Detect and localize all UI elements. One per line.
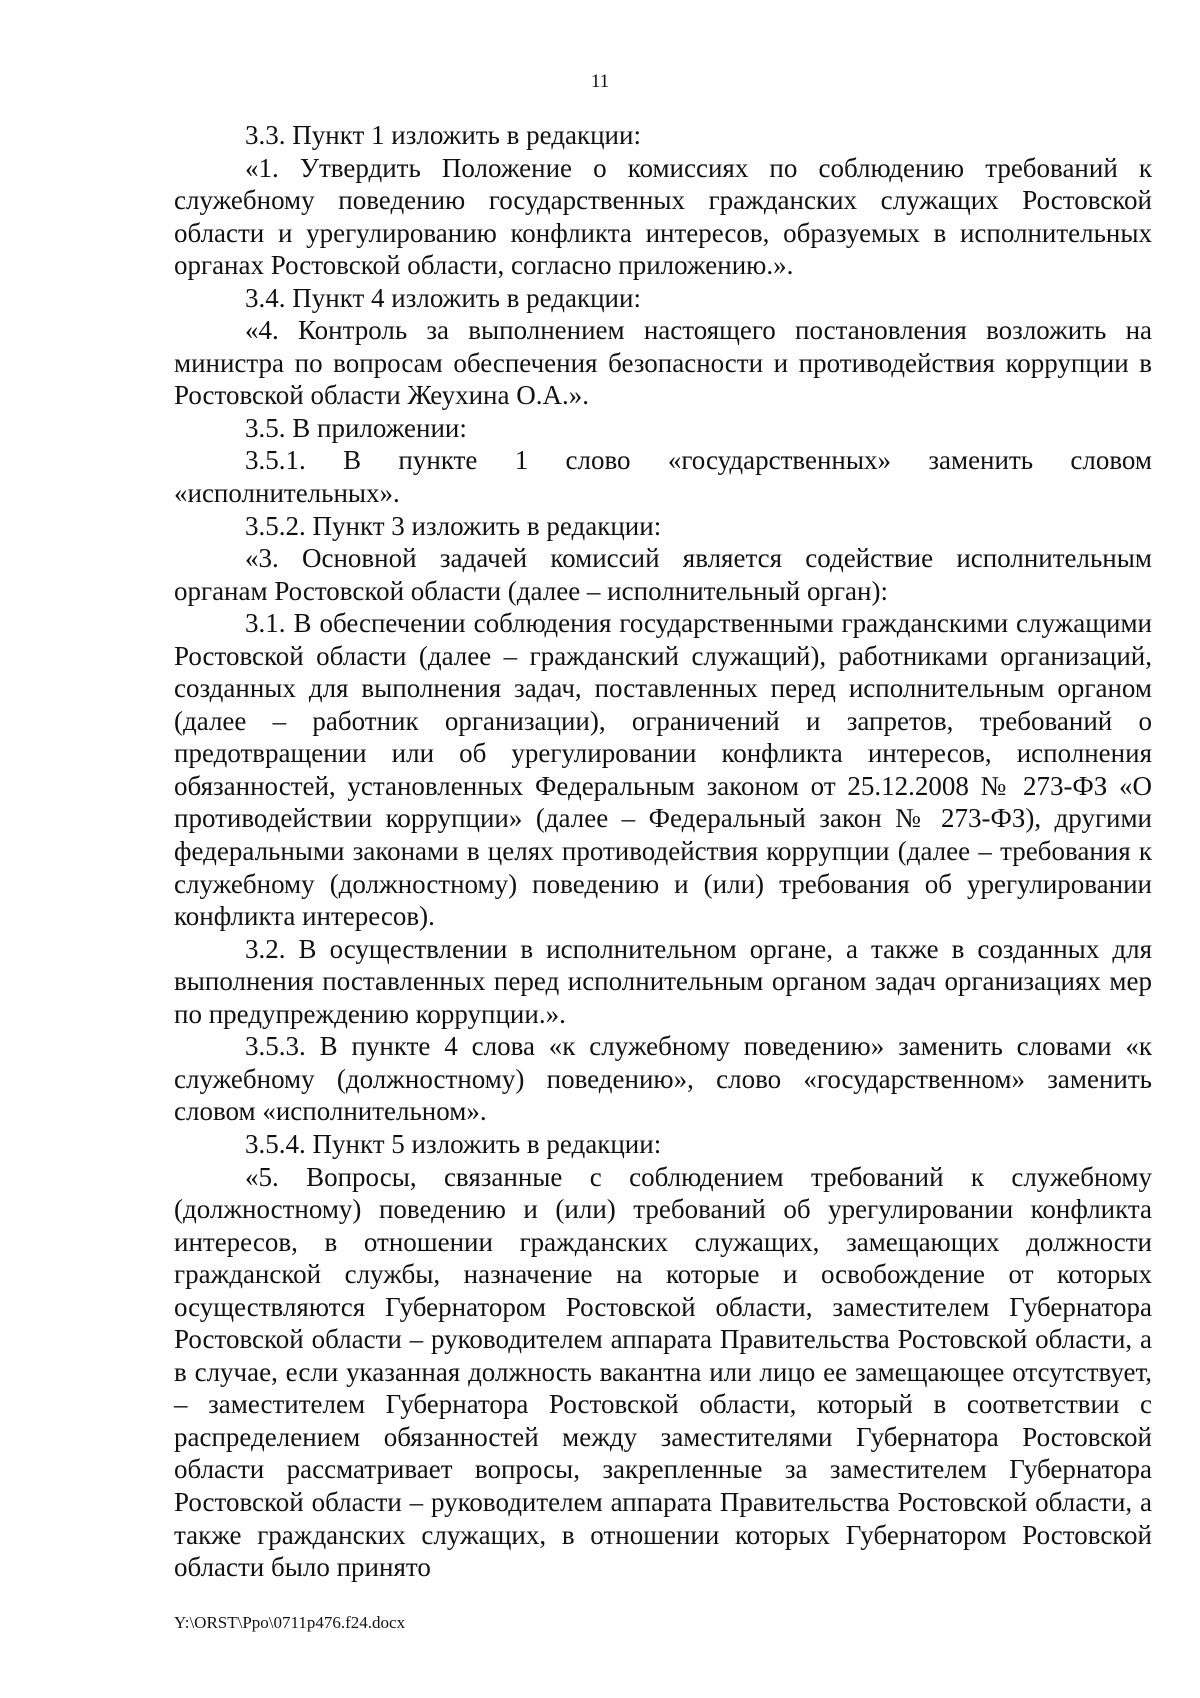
paragraph-3-5-3: 3.5.3. В пункте 4 слова «к служебному поведению» заменить словами «к служебному (должностному) поведению», слово «государственном» заменить словом «исполнительном». — [174, 1031, 1152, 1127]
page-number: 11 — [590, 71, 610, 92]
paragraph-item-4-text: «4. Контроль за выполнением настоящего постановления возложить на министра по вопросам обеспечения безопасности и противодействия коррупции в Ростовской области Жеухина О.А.». — [174, 315, 1152, 411]
paragraph-3-5-4-heading: 3.5.4. Пункт 5 изложить в редакции: — [245, 1128, 662, 1159]
document-body — [174, 119, 1152, 1584]
paragraph-item-3-2-text: 3.2. В осуществлении в исполнительном органе, а также в созданных для выполнения поставленных перед исполнительным органом задач организациях мер по предупреждению коррупции.». — [174, 933, 1152, 1029]
paragraph-item-1-text: «1. Утвердить Положение о комиссиях по соблюдению требований к служебному поведению государственных гражданских служащих Ростовской области и урегулированию конфликта интересов, образуемых в исполнительных органах Ростовской области, согласно приложению.». — [174, 152, 1152, 281]
paragraph-3-5-heading: 3.5. В приложении: — [245, 412, 467, 443]
paragraph-3-5-2-heading: 3.5.2. Пункт 3 изложить в редакции: — [245, 510, 662, 541]
paragraph-3-3-heading: 3.3. Пункт 1 изложить в редакции: — [245, 120, 641, 150]
paragraph-3-4-heading: 3.4. Пункт 4 изложить в редакции: — [245, 282, 641, 313]
paragraph-item-3-text: «3. Основной задачей комиссий является содействие исполнительным органам Ростовской области (далее – исполнительный орган): — [174, 543, 1152, 606]
paragraph-3-5-1: 3.5.1. В пункте 1 слово «государственных» заменить словом «исполнительных». — [174, 445, 1152, 509]
paragraph-item-3-1-text: 3.1. В обеспечении соблюдения государственными гражданскими служащими Ростовской области (далее – гражданский служащий), работниками организаций, созданных для выполнения задач, поставленных перед исполнительным органом (далее – работник организации), ограничений и запретов, требований о предотвращении или об урегулировании конфликта интересов, исполнения обязанностей, установленных Федеральным законом от 25.12.2008 № 273-ФЗ «О противодействии коррупции» (далее – Федеральный закон № 273-ФЗ), другими федеральными законами в целях противодействия коррупции (далее – требования к служебному (должностному) поведению и (или) требования об урегулировании конфликта интересов). — [174, 608, 1152, 932]
footer-file-path: Y:\ORST\Ppo\0711p476.f24.docx — [174, 1613, 406, 1632]
paragraph-item-5-text: «5. Вопросы, связанные с соблюдением требований к служебному (должностному) поведению и (или) требований об урегулировании конфликта интересов, в отношении гражданских служащих, замещающих должности гражданской службы, назначение на которые и освобождение от которых осуществляются Губернатором Ростовской области, заместителем Губернатора Ростовской области – руководителем аппарата Правительства Ростовской области, а в случае, если указанная должность вакантна или лицо ее замещающее отсутствует, – заместителем Губернатора Ростовской области, который в соответствии с распределением обязанностей между заместителями Губернатора Ростовской области рассматривает вопросы, закрепленные за заместителем Губернатора Ростовской области – руководителем аппарата Правительства Ростовской области, а также гражданских служащих, в отношении которых Губернатором Ростовской области было принято — [174, 1161, 1152, 1583]
